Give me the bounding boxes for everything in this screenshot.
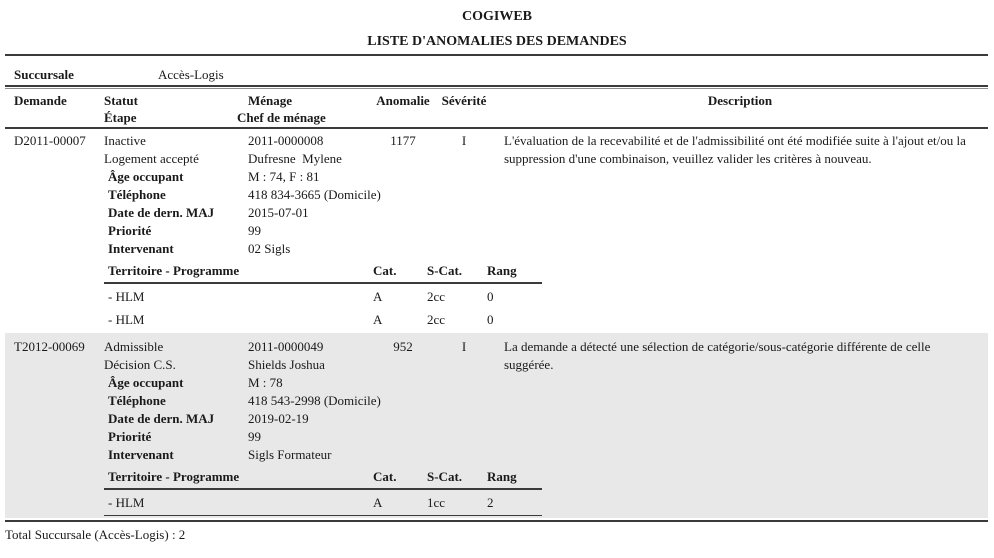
field-value-intervenant: 02 Sigls bbox=[248, 241, 291, 256]
record-row bbox=[5, 333, 988, 518]
scat-value: 2cc bbox=[427, 289, 446, 304]
subtable-header-scat: S-Cat. bbox=[427, 263, 463, 278]
field-value-date-maj: 2015-07-01 bbox=[248, 205, 309, 220]
subtable-header-territoire: Territoire - Programme bbox=[108, 469, 240, 484]
subtable-header-cat: Cat. bbox=[373, 263, 397, 278]
divider bbox=[104, 515, 542, 516]
divider bbox=[5, 520, 988, 522]
cat-value: A bbox=[373, 495, 383, 510]
territoire-value: - HLM bbox=[108, 312, 145, 327]
field-label-intervenant: Intervenant bbox=[108, 241, 174, 256]
field-value-age-occupant: M : 74, F : 81 bbox=[248, 169, 320, 184]
field-label-priorite: Priorité bbox=[108, 429, 152, 444]
column-header-statut: Statut bbox=[104, 93, 138, 108]
field-label-priorite: Priorité bbox=[108, 223, 152, 238]
record-row bbox=[5, 129, 988, 333]
subtable-header-cat: Cat. bbox=[373, 469, 397, 484]
divider bbox=[5, 54, 988, 56]
rang-value: 0 bbox=[487, 312, 494, 327]
demande-id: T2012-00069 bbox=[14, 339, 85, 354]
field-value-telephone: 418 834-3665 (Domicile) bbox=[248, 187, 381, 202]
chef-de-menage-name: Shields Joshua bbox=[248, 357, 325, 372]
column-header-chef-de-menage: Chef de ménage bbox=[237, 110, 326, 125]
subtable-header-rang: Rang bbox=[487, 263, 517, 278]
field-value-age-occupant: M : 78 bbox=[248, 375, 283, 390]
succursale-label: Succursale bbox=[14, 67, 74, 82]
demande-id: D2011-00007 bbox=[14, 133, 86, 148]
cat-value: A bbox=[373, 312, 383, 327]
succursale-value: Accès-Logis bbox=[158, 67, 224, 82]
severite-code: I bbox=[461, 339, 467, 354]
anomalie-number: 1177 bbox=[390, 133, 416, 148]
territoire-row bbox=[104, 490, 542, 513]
field-value-telephone: 418 543-2998 (Domicile) bbox=[248, 393, 381, 408]
chef-de-menage-name: Dufresne Mylene bbox=[248, 151, 342, 166]
severite-code: I bbox=[461, 133, 467, 148]
succursale-row bbox=[14, 66, 988, 83]
territoire-value: - HLM bbox=[108, 495, 145, 510]
menage-id: 2011-0000008 bbox=[248, 133, 324, 148]
menage-cell bbox=[236, 132, 370, 168]
subtable-header-rang: Rang bbox=[487, 469, 517, 484]
statut-value: Inactive bbox=[104, 133, 146, 148]
rang-value: 2 bbox=[487, 495, 494, 510]
scat-value: 2cc bbox=[427, 312, 446, 327]
field-label-age-occupant: Âge occupant bbox=[108, 169, 184, 184]
report-page bbox=[0, 8, 994, 544]
field-label-date-maj: Date de dern. MAJ bbox=[108, 411, 215, 426]
field-label-date-maj: Date de dern. MAJ bbox=[108, 205, 215, 220]
territoire-value: - HLM bbox=[108, 289, 145, 304]
anomalie-description: L'évaluation de la recevabilité et de l'admissibilité ont été modifiée suite à l'ajout et/ou la suppression d'une combinaison, veuillez valider les critères à nouveau. bbox=[504, 133, 966, 166]
report-title: LISTE D'ANOMALIES DES DEMANDES bbox=[367, 34, 627, 49]
statut-etape-cell bbox=[104, 338, 236, 374]
column-header-menage: Ménage bbox=[248, 93, 293, 108]
scat-value: 1cc bbox=[427, 495, 446, 510]
territoire-row bbox=[104, 307, 542, 330]
field-value-intervenant: Sigls Formateur bbox=[248, 447, 332, 462]
menage-id: 2011-0000049 bbox=[248, 339, 324, 354]
subtable-header-territoire: Territoire - Programme bbox=[108, 263, 240, 278]
app-title: COGIWEB bbox=[461, 9, 532, 24]
rang-value: 0 bbox=[487, 289, 494, 304]
statut-value: Admissible bbox=[104, 339, 164, 354]
table-header bbox=[0, 89, 994, 127]
field-value-priorite: 99 bbox=[248, 223, 261, 238]
territoire-subtable bbox=[104, 262, 542, 330]
anomalie-number: 952 bbox=[393, 339, 413, 354]
territoire-row bbox=[104, 284, 542, 307]
total-line: Total Succursale (Accès-Logis) : 2 bbox=[5, 527, 186, 542]
column-header-demande: Demande bbox=[14, 93, 67, 108]
field-label-age-occupant: Âge occupant bbox=[108, 375, 184, 390]
etape-value: Décision C.S. bbox=[104, 357, 176, 372]
column-header-anomalie: Anomalie bbox=[376, 93, 430, 108]
subtable-header-scat: S-Cat. bbox=[427, 469, 463, 484]
cat-value: A bbox=[373, 289, 383, 304]
anomalie-description: La demande a détecté une sélection de catégorie/sous-catégorie différente de celle suggérée. bbox=[504, 339, 931, 372]
field-label-telephone: Téléphone bbox=[108, 187, 166, 202]
field-label-intervenant: Intervenant bbox=[108, 447, 174, 462]
column-header-etape: Étape bbox=[104, 110, 137, 125]
field-label-telephone: Téléphone bbox=[108, 393, 166, 408]
menage-cell bbox=[236, 338, 370, 374]
territoire-subtable bbox=[104, 468, 542, 516]
field-value-date-maj: 2019-02-19 bbox=[248, 411, 309, 426]
field-value-priorite: 99 bbox=[248, 429, 261, 444]
statut-etape-cell bbox=[104, 132, 236, 168]
column-header-severite: Sévérité bbox=[441, 93, 487, 108]
etape-value: Logement accepté bbox=[104, 151, 199, 166]
column-header-description: Description bbox=[707, 93, 773, 108]
